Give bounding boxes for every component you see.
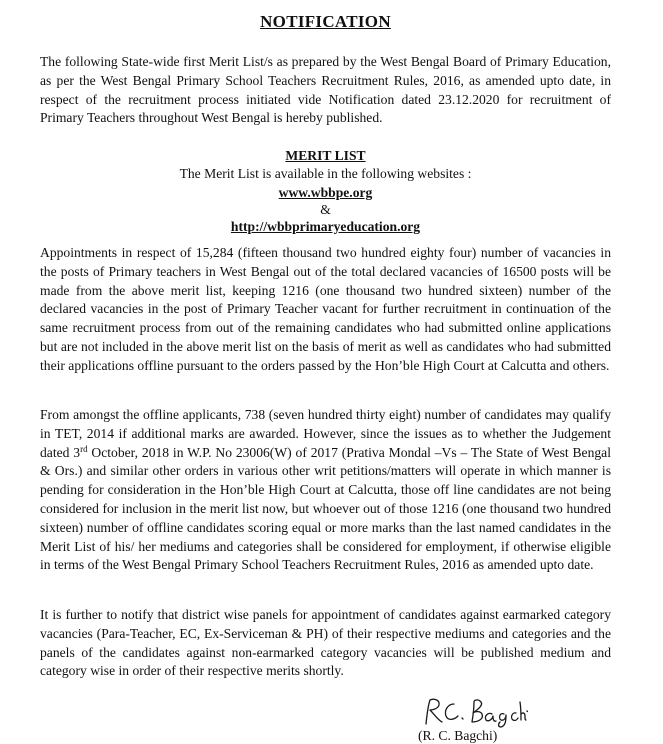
appointments-paragraph: Appointments in respect of 15,284 (fifteen thousand two hundred eighty four) number of vacancies in the posts of Primary teachers in West Bengal out of the total declared vacancies of 16500 posts will be made from the above merit list, keeping 1216 (one thousand two hundred sixteen) number of the declared vacancies in the post of Primary Teacher vacant for further recruitment in continuation of the same recruitment process from out of the remaining candidates who had submitted online applications but are not included in the above merit list on the basis of merit as well as candidates who had submitted their applications offline pursuant to the orders passed by the Hon’ble High Court at Calcutta and others. bbox=[40, 245, 611, 373]
offline-text-part2: October, 2018 in W.P. No 23006(W) of 2017 (Prativa Mondal –Vs – The State of West Bengal & Ors.) and similar other orders in various other writ petitions/matters will operate in which manner is pending for consideration in the Hon’ble High Court at Calcutta, those off line candidates are not being considered for inclusion in the merit list now, but whoever out of those 1216 (one thousand two hundred sixteen) number of offline candidates scoring equal or more marks than the last named candidates in the Merit List of his/ her mediums and categories shall be considered for employment, if otherwise eligible in terms of the West Bengal Primary School Teachers Recruitment Rules, 2016 as amended upto date. bbox=[40, 444, 611, 573]
merit-list-availability: The Merit List is available in the following websites : bbox=[179, 166, 472, 181]
panels-paragraph: It is further to notify that district wise panels for appointment of candidates against earmarked category vacancies (Para-Teacher, EC, Ex-Serviceman & PH) of their respective mediums and categories and the panels of the candidates against non-earmarked category vacancies will be published medium and category wise in order of their respective merits shortly. bbox=[40, 607, 611, 679]
handwritten-signature bbox=[418, 694, 528, 728]
intro-paragraph: The following State-wide first Merit List/s as prepared by the West Bengal Board of Primary Education, as per the West Bengal Primary School Teachers Recruitment Rules, 2016, as amended upto date, in respect of the recruitment process initiated vide Notification dated 23.12.2020 for recruitment of Primary Teachers throughout West Bengal is hereby published. bbox=[40, 54, 611, 126]
website-link-wbbpe[interactable]: www.wbbpe.org bbox=[278, 185, 373, 200]
signature-text: RC. Bagchi bbox=[418, 694, 423, 695]
merit-list-heading: MERIT LIST bbox=[285, 148, 366, 163]
ampersand: & bbox=[320, 202, 331, 217]
notification-title: NOTIFICATION bbox=[260, 12, 391, 31]
offline-text-part1: From amongst the offline applicants, 738 (seven hundred thirty eight) number of candidates may qualify in TET, 2014 if additional marks are awarded. However, since the issues as to whether the Judgement dated 3 bbox=[40, 407, 611, 460]
website-link-primary-education[interactable]: http://wbbprimaryeducation.org bbox=[230, 219, 421, 234]
ordinal-superscript: rd bbox=[80, 443, 88, 454]
signatory-name: (R. C. Bagchi) bbox=[418, 728, 498, 743]
offline-applicants-paragraph bbox=[40, 406, 611, 575]
